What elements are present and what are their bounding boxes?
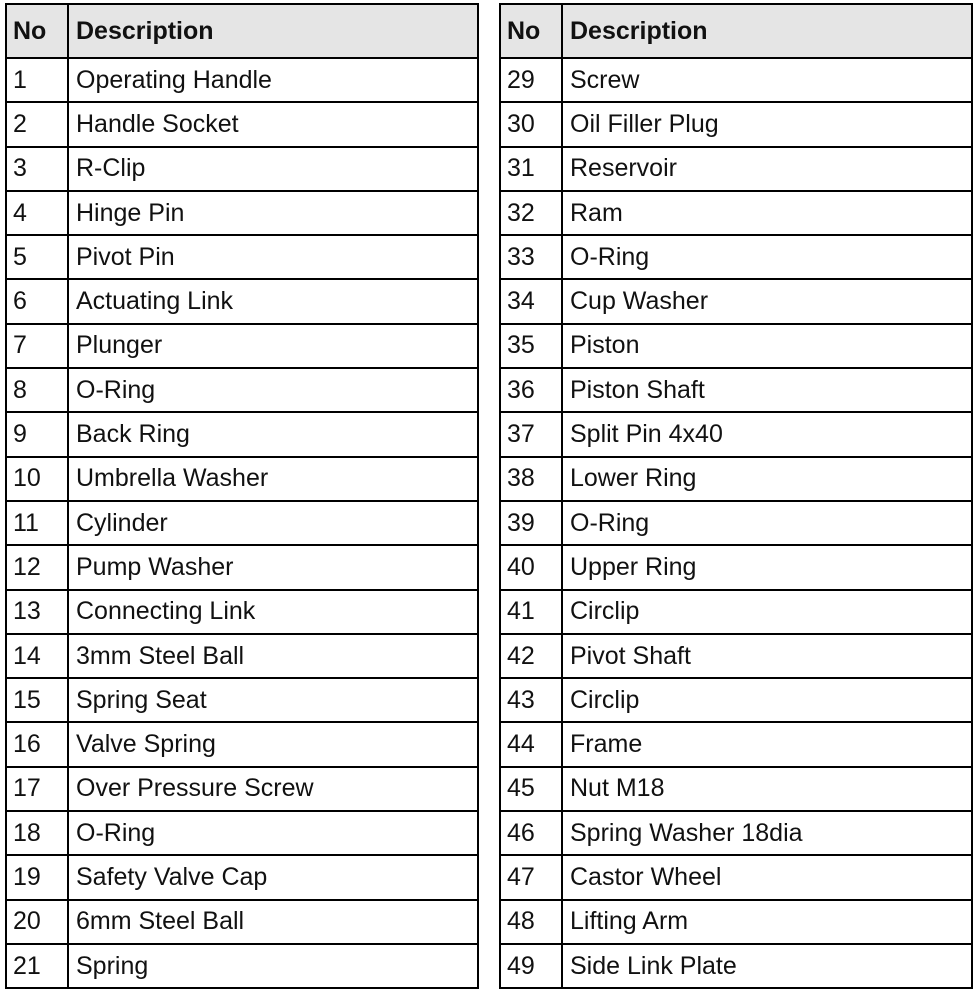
part-number-cell: 41 bbox=[500, 590, 562, 634]
table-row bbox=[500, 900, 972, 944]
part-number-cell: 35 bbox=[500, 324, 562, 368]
table-row bbox=[500, 545, 972, 589]
part-description-cell: Connecting Link bbox=[68, 590, 478, 634]
table-row bbox=[6, 58, 478, 102]
part-description-cell: Cup Washer bbox=[562, 279, 972, 323]
table-row bbox=[500, 235, 972, 279]
table-row bbox=[6, 457, 478, 501]
part-description-cell: Umbrella Washer bbox=[68, 457, 478, 501]
part-description-cell: Pivot Pin bbox=[68, 235, 478, 279]
part-description-cell: Spring Seat bbox=[68, 678, 478, 722]
part-number-cell: 17 bbox=[6, 767, 68, 811]
part-number-cell: 34 bbox=[500, 279, 562, 323]
part-number-cell: 7 bbox=[6, 324, 68, 368]
table-row bbox=[6, 722, 478, 766]
part-description-cell: Spring bbox=[68, 944, 478, 988]
part-number-cell: 40 bbox=[500, 545, 562, 589]
part-number-cell: 46 bbox=[500, 811, 562, 855]
part-description-cell: Upper Ring bbox=[562, 545, 972, 589]
part-description-cell: O-Ring bbox=[562, 501, 972, 545]
part-number-cell: 32 bbox=[500, 191, 562, 235]
parts-table-left bbox=[5, 3, 479, 989]
part-number-cell: 5 bbox=[6, 235, 68, 279]
part-description-cell: Reservoir bbox=[562, 147, 972, 191]
part-description-cell: Back Ring bbox=[68, 412, 478, 456]
part-description-cell: Cylinder bbox=[68, 501, 478, 545]
part-number-cell: 31 bbox=[500, 147, 562, 191]
part-description-cell: Castor Wheel bbox=[562, 855, 972, 899]
part-number-cell: 20 bbox=[6, 900, 68, 944]
part-number-cell: 19 bbox=[6, 855, 68, 899]
part-number-cell: 6 bbox=[6, 279, 68, 323]
part-description-cell: O-Ring bbox=[562, 235, 972, 279]
table-row bbox=[6, 412, 478, 456]
part-number-cell: 37 bbox=[500, 412, 562, 456]
table-row bbox=[6, 191, 478, 235]
part-number-cell: 45 bbox=[500, 767, 562, 811]
part-description-cell: Lifting Arm bbox=[562, 900, 972, 944]
part-number-cell: 12 bbox=[6, 545, 68, 589]
part-number-cell: 2 bbox=[6, 102, 68, 146]
part-description-cell: R-Clip bbox=[68, 147, 478, 191]
table-row bbox=[6, 147, 478, 191]
part-description-cell: Circlip bbox=[562, 590, 972, 634]
table-row bbox=[500, 634, 972, 678]
part-number-cell: 18 bbox=[6, 811, 68, 855]
part-description-cell: Circlip bbox=[562, 678, 972, 722]
part-description-cell: Split Pin 4x40 bbox=[562, 412, 972, 456]
part-description-cell: Lower Ring bbox=[562, 457, 972, 501]
part-description-cell: Screw bbox=[562, 58, 972, 102]
table-body bbox=[500, 58, 972, 988]
header-no: No bbox=[6, 4, 68, 58]
part-number-cell: 11 bbox=[6, 501, 68, 545]
table-row bbox=[6, 324, 478, 368]
part-number-cell: 42 bbox=[500, 634, 562, 678]
part-description-cell: Pump Washer bbox=[68, 545, 478, 589]
part-number-cell: 33 bbox=[500, 235, 562, 279]
table-row bbox=[6, 235, 478, 279]
table-row bbox=[500, 279, 972, 323]
part-number-cell: 38 bbox=[500, 457, 562, 501]
part-number-cell: 4 bbox=[6, 191, 68, 235]
table-row bbox=[6, 501, 478, 545]
part-description-cell: Nut M18 bbox=[562, 767, 972, 811]
part-description-cell: Oil Filler Plug bbox=[562, 102, 972, 146]
part-description-cell: Valve Spring bbox=[68, 722, 478, 766]
part-description-cell: 6mm Steel Ball bbox=[68, 900, 478, 944]
table-row bbox=[6, 767, 478, 811]
part-number-cell: 9 bbox=[6, 412, 68, 456]
table-row bbox=[6, 944, 478, 988]
table-body bbox=[6, 58, 478, 988]
part-description-cell: Piston Shaft bbox=[562, 368, 972, 412]
table-row bbox=[500, 457, 972, 501]
header-row bbox=[500, 4, 972, 58]
part-number-cell: 15 bbox=[6, 678, 68, 722]
table-row bbox=[6, 102, 478, 146]
part-number-cell: 44 bbox=[500, 722, 562, 766]
part-description-cell: Actuating Link bbox=[68, 279, 478, 323]
table-row bbox=[500, 501, 972, 545]
part-number-cell: 29 bbox=[500, 58, 562, 102]
table-row bbox=[500, 102, 972, 146]
table-row bbox=[6, 634, 478, 678]
part-number-cell: 47 bbox=[500, 855, 562, 899]
part-number-cell: 39 bbox=[500, 501, 562, 545]
table-row bbox=[500, 767, 972, 811]
part-number-cell: 21 bbox=[6, 944, 68, 988]
table-row bbox=[6, 368, 478, 412]
part-description-cell: Handle Socket bbox=[68, 102, 478, 146]
part-description-cell: Hinge Pin bbox=[68, 191, 478, 235]
table-row bbox=[500, 368, 972, 412]
table-row bbox=[500, 678, 972, 722]
header-description: Description bbox=[68, 4, 478, 58]
table-row bbox=[6, 590, 478, 634]
table-row bbox=[500, 191, 972, 235]
part-number-cell: 30 bbox=[500, 102, 562, 146]
header-no: No bbox=[500, 4, 562, 58]
table-row bbox=[6, 279, 478, 323]
table-row bbox=[500, 722, 972, 766]
table-row bbox=[500, 811, 972, 855]
part-description-cell: Frame bbox=[562, 722, 972, 766]
part-number-cell: 14 bbox=[6, 634, 68, 678]
part-number-cell: 1 bbox=[6, 58, 68, 102]
table-row bbox=[6, 900, 478, 944]
table-row bbox=[500, 944, 972, 988]
part-description-cell: Ram bbox=[562, 191, 972, 235]
part-number-cell: 36 bbox=[500, 368, 562, 412]
table-row bbox=[6, 811, 478, 855]
table-row bbox=[500, 412, 972, 456]
part-number-cell: 13 bbox=[6, 590, 68, 634]
table-row bbox=[6, 545, 478, 589]
part-description-cell: Over Pressure Screw bbox=[68, 767, 478, 811]
part-description-cell: 3mm Steel Ball bbox=[68, 634, 478, 678]
header-description: Description bbox=[562, 4, 972, 58]
part-number-cell: 48 bbox=[500, 900, 562, 944]
part-description-cell: Operating Handle bbox=[68, 58, 478, 102]
part-number-cell: 8 bbox=[6, 368, 68, 412]
part-description-cell: Spring Washer 18dia bbox=[562, 811, 972, 855]
table-row bbox=[500, 324, 972, 368]
header-row bbox=[6, 4, 478, 58]
part-description-cell: Pivot Shaft bbox=[562, 634, 972, 678]
part-number-cell: 49 bbox=[500, 944, 562, 988]
part-description-cell: Side Link Plate bbox=[562, 944, 972, 988]
part-number-cell: 16 bbox=[6, 722, 68, 766]
table-row bbox=[500, 58, 972, 102]
table-row bbox=[500, 590, 972, 634]
part-number-cell: 3 bbox=[6, 147, 68, 191]
parts-table-right bbox=[499, 3, 973, 989]
table-row bbox=[6, 678, 478, 722]
part-description-cell: Piston bbox=[562, 324, 972, 368]
part-number-cell: 10 bbox=[6, 457, 68, 501]
part-description-cell: O-Ring bbox=[68, 368, 478, 412]
part-number-cell: 43 bbox=[500, 678, 562, 722]
table-row bbox=[6, 855, 478, 899]
table-row bbox=[500, 855, 972, 899]
part-description-cell: O-Ring bbox=[68, 811, 478, 855]
table-row bbox=[500, 147, 972, 191]
part-description-cell: Safety Valve Cap bbox=[68, 855, 478, 899]
part-description-cell: Plunger bbox=[68, 324, 478, 368]
